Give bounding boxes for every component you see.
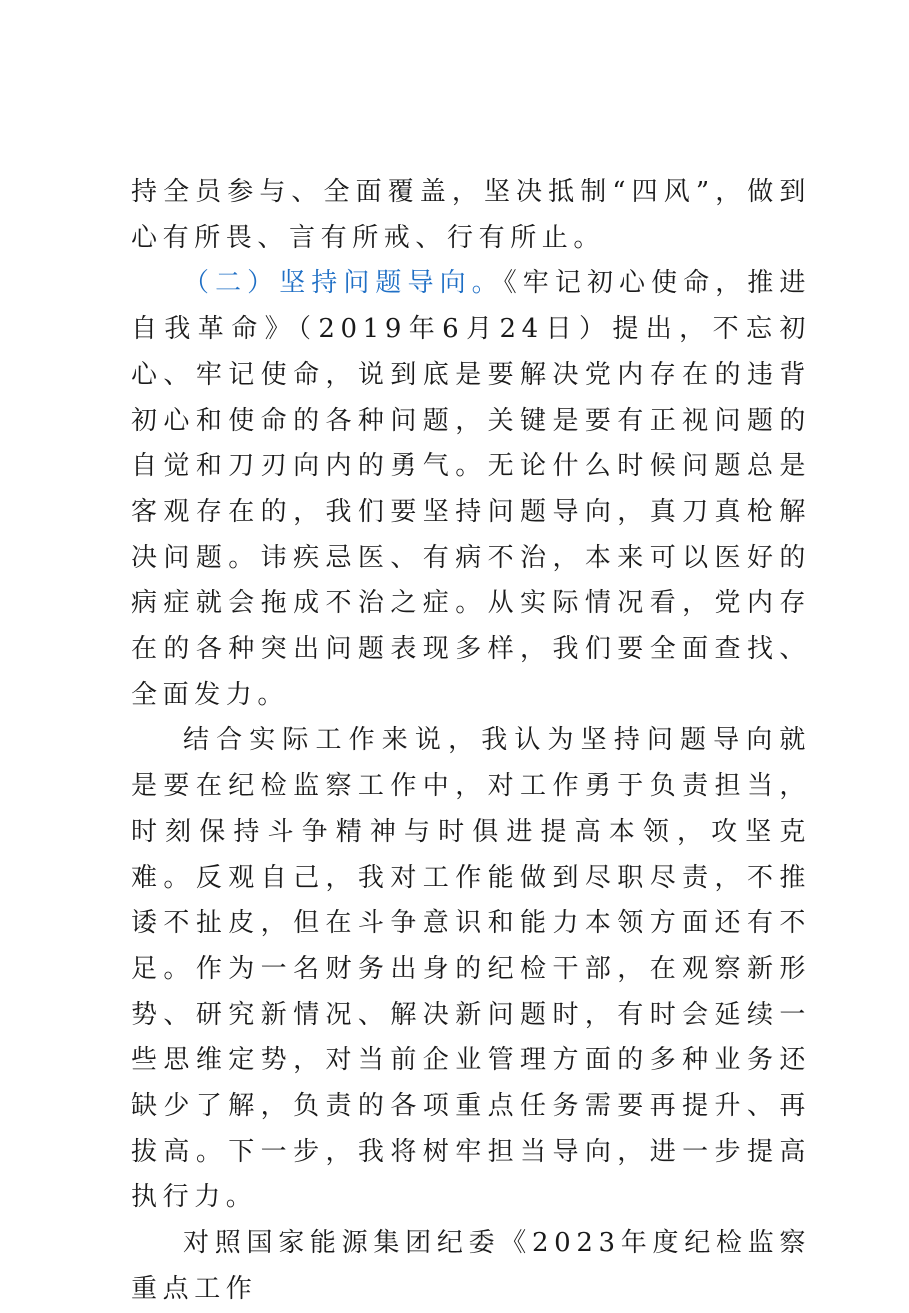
section-heading: （二）坚持问题导向。 <box>183 268 504 299</box>
paragraph-2 <box>131 261 811 718</box>
paragraph-3-text: 结合实际工作来说，我认为坚持问题导向就是要在纪检监察工作中，对工作勇于负责担当，时刻保持斗争精神与时俱进提高本领，攻坚克难。反观自己，我对工作能做到尽职尽责，不推诿不扯皮，但在斗争意识和能力本领方面还有不足。作为一名财务出身的纪检干部，在观察新形势、研究新情况、解决新问题时，有时会延续一些思维定势，对当前企业管理方面的多种业务还缺少了解，负责的各项重点任务需要再提升、再拔高。下一步，我将树牢担当导向，进一步提高执行力。 <box>131 725 811 1213</box>
document-body <box>131 170 811 1313</box>
paragraph-4-text: 对照国家能源集团纪委《2023年度纪检监察重点工作 <box>131 1228 811 1304</box>
paragraph-1 <box>131 170 811 261</box>
paragraph-1-text: 持全员参与、全面覆盖，坚决抵制“四风”，做到心有所畏、言有所戒、行有所止。 <box>131 177 811 253</box>
paragraph-3 <box>131 718 811 1221</box>
paragraph-2-text: 《牢记初心使命，推进自我革命》（2019年6月24日）提出，不忘初心、牢记使命，说到底是要解决党内存在的违背初心和使命的各种问题，关键是要有正视问题的自觉和刀刃向内的勇气。无论什么时候问题总是客观存在的，我们要坚持问题导向，真刀真枪解决问题。讳疾忌医、有病不治，本来可以医好的病症就会拖成不治之症。从实际情况看，党内存在的各种突出问题表现多样，我们要全面查找、全面发力。 <box>131 268 811 710</box>
paragraph-4 <box>131 1221 811 1312</box>
